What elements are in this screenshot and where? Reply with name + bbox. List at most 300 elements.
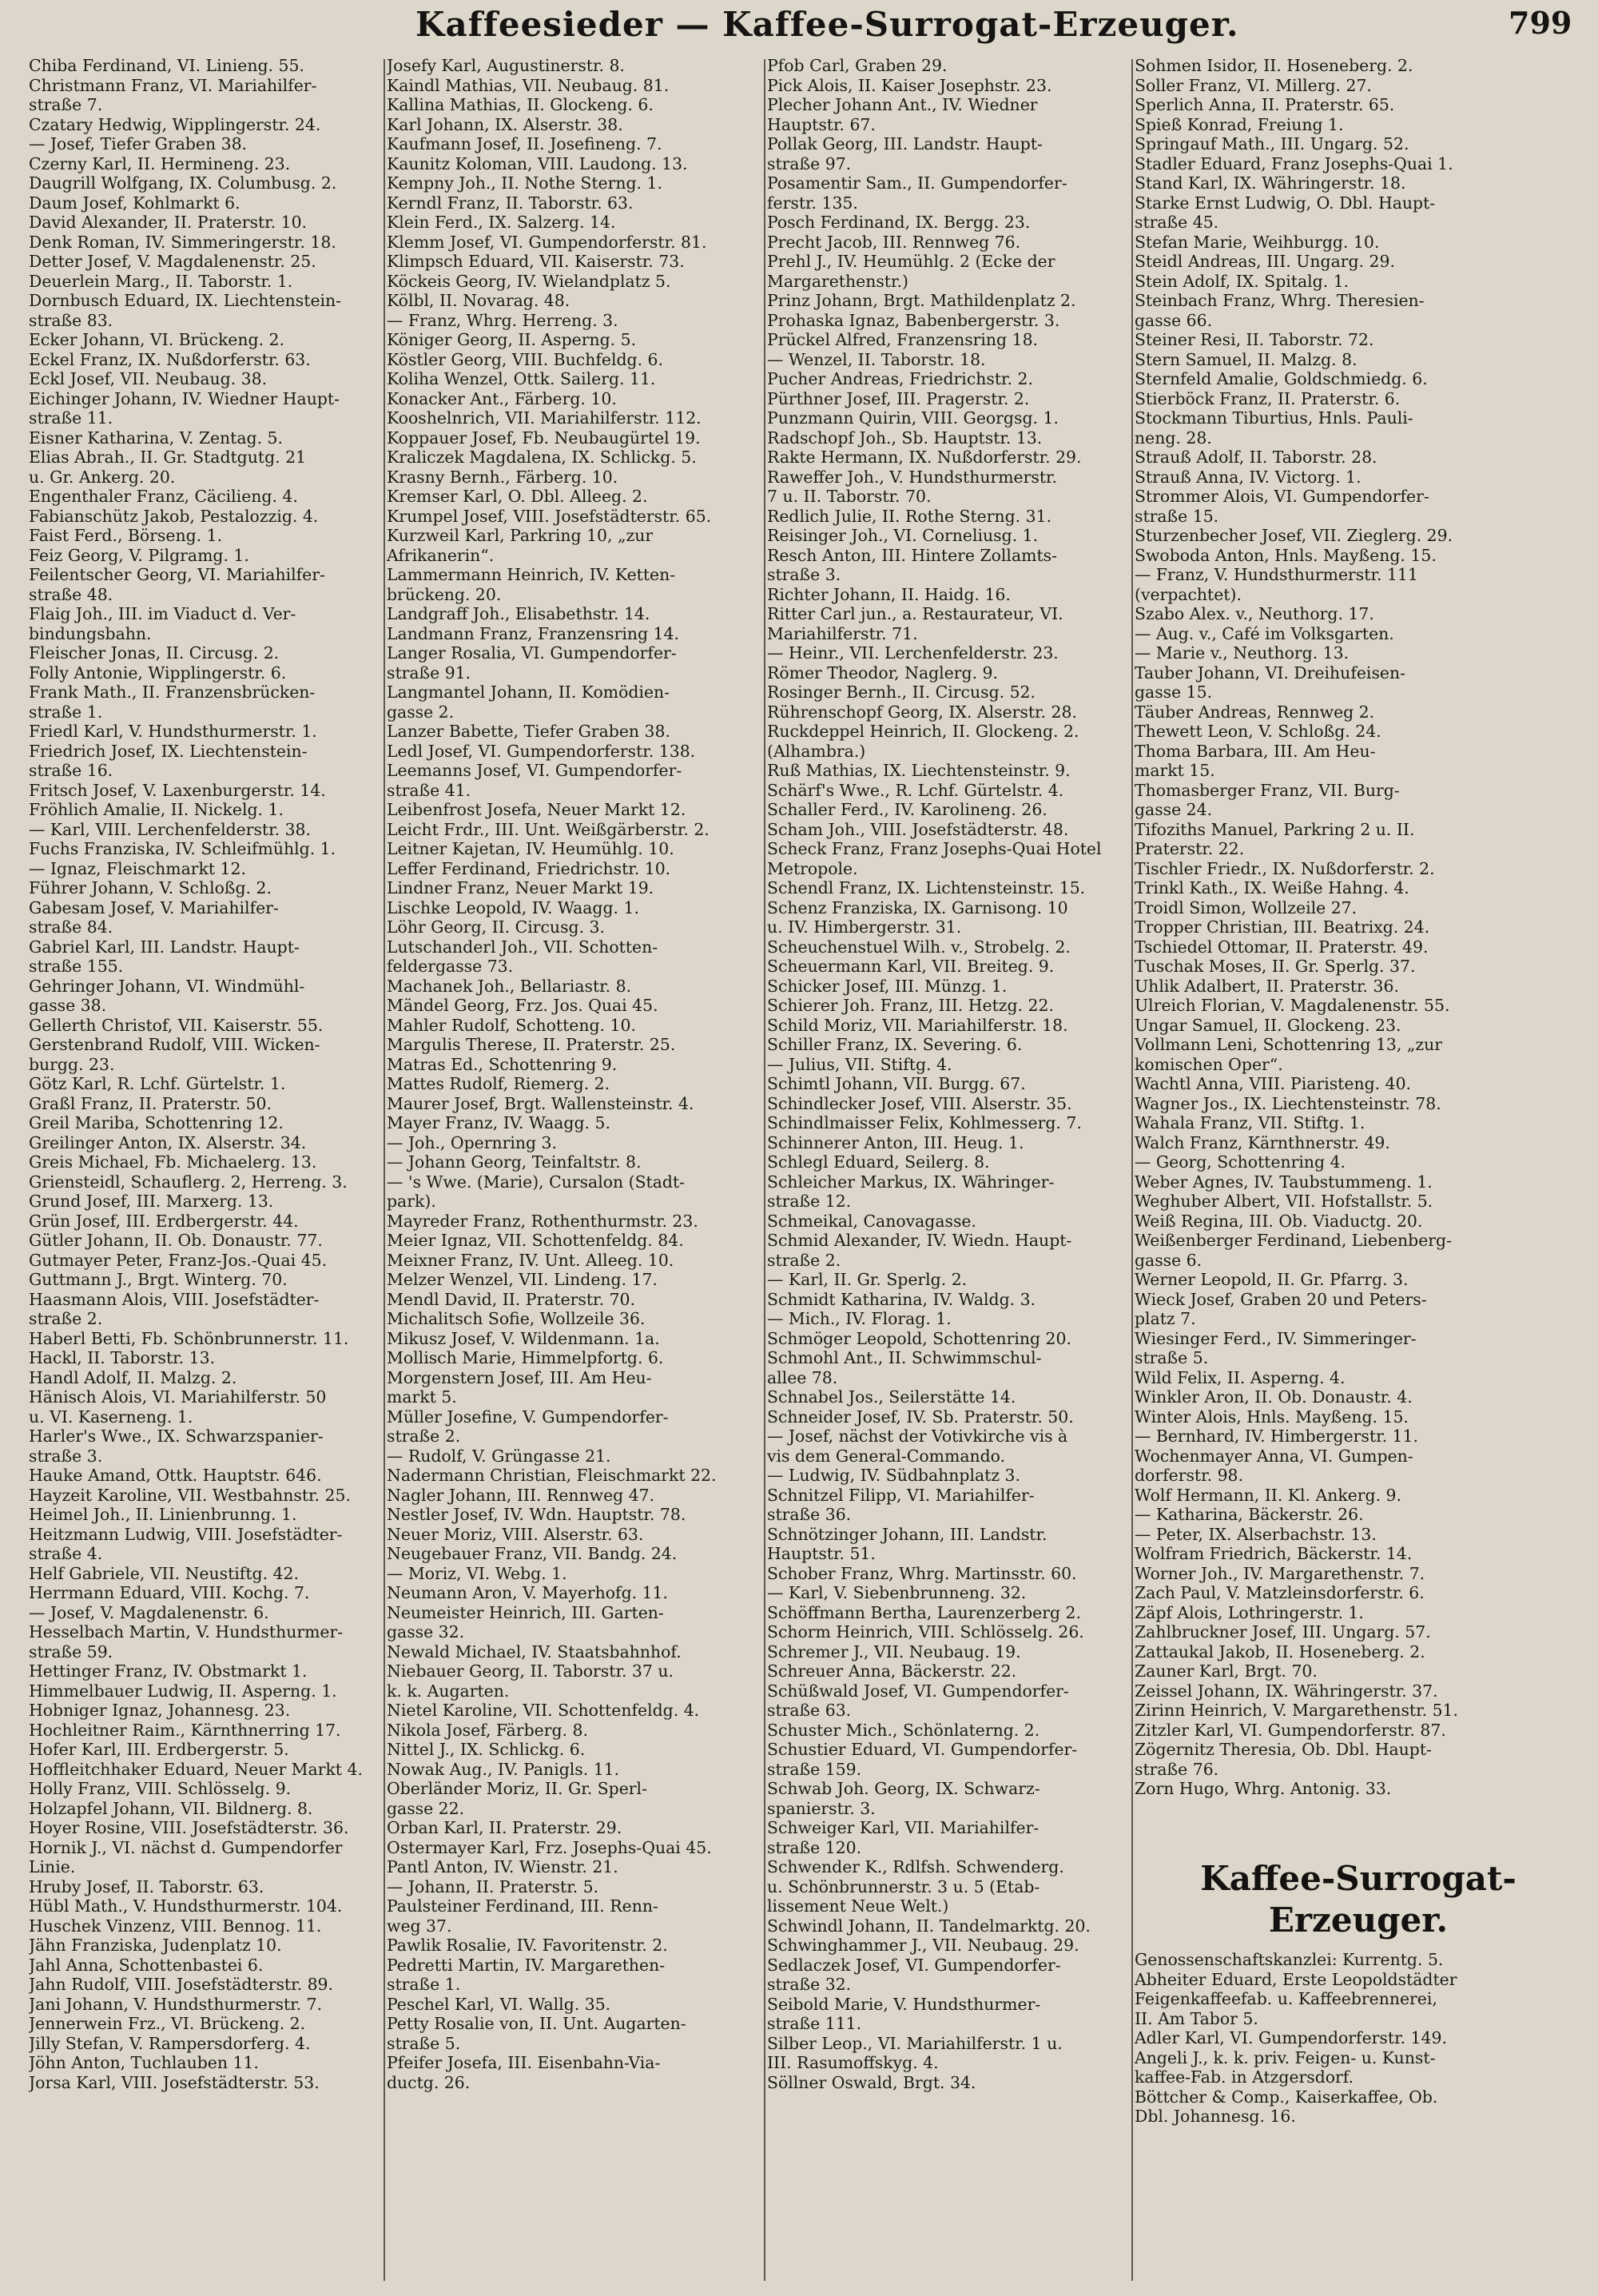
directory-entry-line: Schmeikal, Canovagasse. (767, 1211, 976, 1231)
directory-entry-line: II. Am Tabor 5. (1135, 2008, 1258, 2028)
directory-entry-line: Lindner Franz, Neuer Markt 19. (387, 878, 654, 897)
directory-entry-line: Stierböck Franz, II. Praterstr. 6. (1135, 388, 1401, 408)
directory-entry-line: Sohmen Isidor, II. Hoseneberg. 2. (1135, 56, 1413, 75)
directory-entry-line: Eichinger Johann, IV. Wiedner Haupt- (29, 388, 340, 408)
directory-entry-line: Stern Samuel, II. Malzg. 8. (1135, 349, 1358, 369)
directory-entry-line: Tropper Christian, III. Beatrixg. 24. (1135, 917, 1430, 937)
directory-entry-line: Scham Joh., VIII. Josefstädterstr. 48. (767, 819, 1069, 839)
directory-entry-line: Margarethenstr.) (767, 271, 908, 291)
directory-entry-line: — Rudolf, V. Grüngasse 21. (387, 1446, 611, 1466)
directory-entry-line: Nowak Aug., IV. Panigls. 11. (387, 1759, 620, 1779)
directory-entry-line: Punzmann Quirin, VIII. Georgsg. 1. (767, 408, 1059, 428)
directory-entry-line: Koppauer Josef, Fb. Neubaugürtel 19. (387, 428, 701, 448)
directory-entry-line: Neumeister Heinrich, III. Garten- (387, 1602, 664, 1622)
section-2-entries (1135, 1950, 1582, 2127)
directory-entry-line: Tuschak Moses, II. Gr. Sperlg. 37. (1135, 957, 1416, 976)
directory-entry-line: Rakte Hermann, IX. Nußdorferstr. 29. (767, 448, 1082, 467)
directory-entry-line: Landmann Franz, Franzensring 14. (387, 623, 679, 643)
directory-entry-line: Soller Franz, VI. Millerg. 27. (1135, 75, 1372, 95)
directory-entry-line: Sturzenbecher Josef, VII. Zieglerg. 29. (1135, 526, 1453, 545)
directory-entry-line: Gellerth Christof, VII. Kaiserstr. 55. (29, 1015, 324, 1035)
directory-entry-line: Schindlecker Josef, VIII. Alserstr. 35. (767, 1093, 1072, 1113)
directory-entry-line: — Wenzel, II. Taborstr. 18. (767, 349, 986, 369)
directory-entry-line: Gehringer Johann, VI. Windmühl- (29, 976, 305, 996)
directory-entry-line: Mikusz Josef, V. Wildenmann. 1a. (387, 1328, 660, 1348)
directory-entry-line: Römer Theodor, Naglerg. 9. (767, 663, 998, 682)
section-heading (1135, 1858, 1582, 1941)
directory-entry-line: Zirinn Heinrich, V. Margarethenstr. 51. (1135, 1701, 1459, 1720)
directory-entry-line: Schwindl Johann, II. Tandelmarktg. 20. (767, 1916, 1091, 1936)
directory-entry-line: straße 7. (29, 95, 103, 114)
directory-entry-line: Kerndl Franz, II. Taborstr. 63. (387, 193, 634, 213)
directory-entry-line: Prinz Johann, Brgt. Mathildenplatz 2. (767, 291, 1076, 310)
directory-entry-line: straße 3. (767, 565, 841, 584)
directory-entry-line: III. Rasumoffskyg. 4. (767, 2053, 939, 2072)
directory-entry-line: Jahn Rudolf, VIII. Josefstädterstr. 89. (29, 1975, 334, 1994)
directory-entry-line: Führer Johann, V. Schloßg. 2. (29, 878, 272, 897)
directory-entry-line: Wahala Franz, VII. Stiftg. 1. (1135, 1113, 1365, 1132)
directory-entry-line: Schnötzinger Johann, III. Landstr. (767, 1524, 1047, 1544)
directory-entry-line: straße 111. (767, 2014, 862, 2033)
directory-entry-line: Wagner Jos., IX. Liechtensteinstr. 78. (1135, 1093, 1441, 1113)
directory-entry-line: Petty Rosalie von, II. Unt. Augarten- (387, 2014, 686, 2033)
directory-entry-line: Schmid Alexander, IV. Wiedn. Haupt- (767, 1231, 1072, 1250)
directory-entry-line: brückeng. 20. (387, 584, 502, 604)
directory-entry-line: Wachtl Anna, VIII. Piaristeng. 40. (1135, 1074, 1412, 1093)
directory-entry-line: straße 91. (387, 663, 471, 682)
directory-entry-line: Gabesam Josef, V. Mariahilfer- (29, 897, 279, 917)
directory-entry-line: Stefan Marie, Weihburgg. 10. (1135, 232, 1380, 252)
directory-entry-line: straße 11. (29, 408, 113, 428)
directory-entry-line: — Katharina, Bäckerstr. 26. (1135, 1505, 1364, 1524)
directory-entry-line: Mändel Georg, Frz. Jos. Quai 45. (387, 996, 658, 1015)
directory-entry-line: burgg. 23. (29, 1054, 115, 1074)
directory-entry-line: Leemanns Josef, VI. Gumpendorfer- (387, 761, 682, 780)
directory-entry-line: Linie. (29, 1857, 76, 1876)
directory-entry-line: Zeissel Johann, IX. Währingerstr. 37. (1135, 1681, 1438, 1701)
directory-entry-line: Margulis Therese, II. Praterstr. 25. (387, 1035, 676, 1054)
directory-entry-line: Mariahilferstr. 71. (767, 623, 918, 643)
directory-entry-line: Kempny Joh., II. Nothe Sterng. 1. (387, 173, 662, 193)
directory-entry-line: Nikola Josef, Färberg. 8. (387, 1720, 588, 1740)
directory-entry-line: gasse 6. (1135, 1250, 1202, 1270)
directory-entry-line: Fleischer Jonas, II. Circusg. 2. (29, 643, 280, 663)
directory-entry-line: Kaindl Mathias, VII. Neubaug. 81. (387, 75, 670, 95)
directory-entry-line: Elias Abrah., II. Gr. Stadtgutg. 21 (29, 448, 307, 467)
directory-entry-line: Strommer Alois, VI. Gumpendorfer- (1135, 487, 1429, 506)
directory-entry-line: Täuber Andreas, Rennweg 2. (1135, 702, 1375, 722)
directory-entry-line: Strauß Adolf, II. Taborstr. 28. (1135, 448, 1377, 467)
directory-entry-line: Schwab Joh. Georg, IX. Schwarz- (767, 1779, 1040, 1798)
directory-entry-line: Pick Alois, II. Kaiser Josephstr. 23. (767, 75, 1052, 95)
directory-entry-line: — Josef, V. Magdalenenstr. 6. (29, 1602, 269, 1622)
directory-entry-line: straße 159. (767, 1759, 862, 1779)
directory-entry-line: straße 83. (29, 310, 113, 330)
directory-entry-line: Denk Roman, IV. Simmeringerstr. 18. (29, 232, 336, 252)
directory-entry-line: Schild Moriz, VII. Mariahilferstr. 18. (767, 1015, 1068, 1035)
directory-entry-line: Matras Ed., Schottenring 9. (387, 1054, 618, 1074)
directory-entry-line: — 's Wwe. (Marie), Cursalon (Stadt- (387, 1172, 686, 1192)
directory-entry-line: Ledl Josef, VI. Gumpendorferstr. 138. (387, 741, 696, 761)
directory-entry-line: Eckl Josef, VII. Neubaug. 38. (29, 369, 268, 388)
directory-entry-line: — Joh., Opernring 3. (387, 1132, 558, 1152)
directory-entry-line: Melzer Wenzel, VII. Lindeng. 17. (387, 1270, 658, 1289)
directory-entry-line: Lanzer Babette, Tiefer Graben 38. (387, 722, 670, 741)
directory-entry-line: Richter Johann, II. Haidg. 16. (767, 584, 1011, 604)
directory-entry-line: Ritter Carl jun., a. Restaurateur, VI. (767, 604, 1063, 623)
directory-entry-line: straße 48. (29, 584, 113, 604)
directory-entry-line: gasse 32. (387, 1622, 465, 1641)
directory-entry-line: Söllner Oswald, Brgt. 34. (767, 2072, 976, 2092)
directory-entry-line: straße 97. (767, 153, 852, 173)
directory-entry-line: Hänisch Alois, VI. Mariahilferstr. 50 (29, 1387, 327, 1407)
directory-entry-line: Deuerlein Marg., II. Taborstr. 1. (29, 271, 293, 291)
directory-entry-line: Klemm Josef, VI. Gumpendorferstr. 81. (387, 232, 707, 252)
directory-entry-line: Uhlik Adalbert, II. Praterstr. 36. (1135, 976, 1399, 996)
directory-entry-line: weg 37. (387, 1916, 452, 1936)
directory-entry-line: straße 32. (767, 1975, 852, 1994)
directory-entry-line: Winkler Aron, II. Ob. Donaustr. 4. (1135, 1387, 1413, 1407)
directory-entry-line: Angeli J., k. k. priv. Feigen- u. Kunst- (1135, 2047, 1436, 2067)
directory-entry-line: Zorn Hugo, Whrg. Antonig. 33. (1135, 1779, 1392, 1798)
directory-entry-line: Weißenberger Ferdinand, Liebenberg- (1135, 1231, 1452, 1250)
directory-entry-line: u. IV. Himbergerstr. 31. (767, 917, 962, 937)
directory-entry-line: Peschel Karl, VI. Wallg. 35. (387, 1994, 611, 2014)
column-rule-3 (1131, 59, 1133, 2281)
directory-entry-line: Sperlich Anna, II. Praterstr. 65. (1135, 95, 1395, 114)
directory-entry-line: Mayer Franz, IV. Waagg. 5. (387, 1113, 610, 1132)
directory-entry-line: Koliha Wenzel, Ottk. Sailerg. 11. (387, 369, 656, 388)
directory-entry-line: Seibold Marie, V. Hundsthurmer- (767, 1994, 1041, 2014)
directory-entry-line: Rührenschopf Georg, IX. Alserstr. 28. (767, 702, 1077, 722)
directory-entry-line: Adler Karl, VI. Gumpendorferstr. 149. (1135, 2028, 1447, 2047)
directory-entry-line: Silber Leop., VI. Mariahilferstr. 1 u. (767, 2033, 1063, 2053)
directory-entry-line: Steinbach Franz, Whrg. Theresien- (1135, 291, 1425, 310)
directory-entry-line: Grün Josef, III. Erdbergerstr. 44. (29, 1211, 299, 1231)
directory-entry-line: Lutschanderl Joh., VII. Schotten- (387, 937, 658, 957)
directory-entry-line: Mendl David, II. Praterstr. 70. (387, 1289, 635, 1309)
directory-entry-line: Karl Johann, IX. Alserstr. 38. (387, 114, 623, 134)
directory-entry-line: Heimel Joh., II. Linienbrunng. 1. (29, 1505, 297, 1524)
directory-entry-line: markt 15. (1135, 761, 1215, 780)
directory-entry-line: Gütler Johann, II. Ob. Donaustr. 77. (29, 1231, 323, 1250)
directory-entry-line: gasse 15. (1135, 682, 1213, 702)
directory-entry-line: Hübl Math., V. Hundsthurmerstr. 104. (29, 1896, 343, 1916)
directory-entry-line: Schierer Joh. Franz, III. Hetzg. 22. (767, 996, 1054, 1015)
directory-entry-line: Hesselbach Martin, V. Hundsthurmer- (29, 1622, 344, 1641)
directory-entry-line: Vollmann Leni, Schottenring 13, „zur (1135, 1035, 1443, 1054)
directory-entry-line: Stockmann Tiburtius, Hnls. Pauli- (1135, 408, 1413, 428)
directory-entry-line: Ruß Mathias, IX. Liechtensteinstr. 9. (767, 761, 1071, 780)
directory-entry-line: Götz Karl, R. Lchf. Gürtelstr. 1. (29, 1074, 286, 1093)
directory-entry-line: Afrikanerin“. (387, 545, 495, 565)
directory-entry-line: Guttmann J., Brgt. Winterg. 70. (29, 1270, 288, 1289)
directory-entry-line: — Franz, V. Hundsthurmerstr. 111 (1135, 565, 1418, 584)
directory-entry-line: Mayreder Franz, Rothenthurmstr. 23. (387, 1211, 698, 1231)
directory-entry-line: Fuchs Franziska, IV. Schleifmühlg. 1. (29, 839, 336, 858)
directory-entry-line: Neugebauer Franz, VII. Bandg. 24. (387, 1544, 678, 1563)
directory-entry-line: Köckeis Georg, IV. Wielandplatz 5. (387, 271, 671, 291)
directory-entry-line: gasse 38. (29, 996, 107, 1015)
directory-entry-line: Reisinger Joh., VI. Corneliusg. 1. (767, 526, 1039, 545)
directory-entry-line: Köstler Georg, VIII. Buchfeldg. 6. (387, 349, 664, 369)
directory-entry-line: straße 12. (767, 1192, 852, 1211)
directory-entry-line: — Franz, Whrg. Herreng. 3. (387, 310, 618, 330)
directory-entry-line: Metropole. (767, 858, 858, 878)
directory-entry-line: Redlich Julie, II. Rothe Sterng. 31. (767, 506, 1052, 526)
directory-entry-line: ductg. 26. (387, 2072, 471, 2092)
directory-entry-line: Schmohl Ant., II. Schwimmschul- (767, 1348, 1042, 1367)
directory-entry-line: Stand Karl, IX. Währingerstr. 18. (1135, 173, 1406, 193)
directory-entry-line: Maurer Josef, Brgt. Wallensteinstr. 4. (387, 1093, 694, 1113)
page-number: 799 (1509, 5, 1572, 41)
directory-entry-line: — Heinr., VII. Lerchenfelderstr. 23. (767, 643, 1059, 663)
directory-entry-line: gasse 66. (1135, 310, 1213, 330)
directory-entry-line: Schnabel Jos., Seilerstätte 14. (767, 1387, 1016, 1407)
directory-entry-line: Swoboda Anton, Hnls. Mayßeng. 15. (1135, 545, 1437, 565)
directory-entry-line: Posch Ferdinand, IX. Bergg. 23. (767, 213, 1031, 232)
directory-entry-line: Schmöger Leopold, Schottenring 20. (767, 1328, 1071, 1348)
directory-entry-line: Machanek Joh., Bellariastr. 8. (387, 976, 632, 996)
directory-entry-line: straße 59. (29, 1641, 113, 1661)
directory-entry-line: Jahl Anna, Schottenbastei 6. (29, 1955, 264, 1975)
directory-entry-line: straße 16. (29, 761, 113, 780)
directory-entry-line: Langmantel Johann, II. Komödien- (387, 682, 670, 702)
directory-entry-line: Ungar Samuel, II. Glockeng. 23. (1135, 1015, 1401, 1035)
directory-entry-line: Genossenschaftskanzlei: Kurrentg. 5. (1135, 1950, 1444, 1969)
directory-entry-line: — Marie v., Neuthorg. 13. (1135, 643, 1350, 663)
directory-entry-line: Schwinghammer J., VII. Neubaug. 29. (767, 1936, 1079, 1955)
directory-entry-line: Hauke Amand, Ottk. Hauptstr. 646. (29, 1466, 322, 1485)
directory-entry-line: Scheck Franz, Franz Josephs-Quai Hotel (767, 839, 1102, 858)
directory-entry-line: k. k. Augarten. (387, 1681, 510, 1701)
directory-entry-line: Schinnerer Anton, III. Heug. 1. (767, 1132, 1024, 1152)
directory-entry-line: straße 76. (1135, 1759, 1219, 1779)
directory-entry-line: Leicht Frdr., III. Unt. Weißgärberstr. 2. (387, 819, 710, 839)
directory-entry-line: spanierstr. 3. (767, 1798, 876, 1818)
directory-entry-line: Schwender K., Rdlfsh. Schwenderg. (767, 1857, 1064, 1876)
directory-entry-line: Worner Joh., IV. Margarethenstr. 7. (1135, 1563, 1425, 1583)
directory-entry-line: straße 45. (1135, 213, 1219, 232)
directory-entry-line: gasse 22. (387, 1798, 465, 1818)
directory-entry-line: Schorm Heinrich, VIII. Schlösselg. 26. (767, 1622, 1084, 1641)
directory-entry-line: Orban Karl, II. Praterstr. 29. (387, 1818, 622, 1837)
directory-entry-line: Jorsa Karl, VIII. Josefstädterstr. 53. (29, 2072, 320, 2092)
directory-entry-line: Winter Alois, Hnls. Mayßeng. 15. (1135, 1407, 1409, 1427)
directory-entry-line: Wochenmayer Anna, VI. Gumpen- (1135, 1446, 1413, 1466)
directory-entry-line: Greis Michael, Fb. Michaelerg. 13. (29, 1152, 317, 1172)
directory-entry-line: Schnitzel Filipp, VI. Mariahilfer- (767, 1485, 1035, 1505)
directory-entry-line: Zach Paul, V. Matzleinsdorferstr. 6. (1135, 1583, 1425, 1602)
directory-entry-line: Daum Josef, Kohlmarkt 6. (29, 193, 240, 213)
directory-entry-line: Stadler Eduard, Franz Josephs-Quai 1. (1135, 153, 1453, 173)
directory-entry-line: Feigenkaffeefab. u. Kaffeebrennerei, (1135, 1989, 1437, 2008)
directory-entry-line: bindungsbahn. (29, 623, 152, 643)
directory-entry-line: Greilinger Anton, IX. Alserstr. 34. (29, 1132, 307, 1152)
directory-entry-line: Schober Franz, Whrg. Martinsstr. 60. (767, 1563, 1077, 1583)
directory-entry-line: Holzapfel Johann, VII. Bildnerg. 8. (29, 1798, 313, 1818)
directory-entry-line: — Mich., IV. Florag. 1. (767, 1309, 952, 1328)
directory-entry-line: Dbl. Johannesg. 16. (1135, 2107, 1296, 2126)
directory-entry-line: straße 2. (387, 1427, 461, 1446)
directory-entry-line: Fritsch Josef, V. Laxenburgerstr. 14. (29, 780, 326, 800)
directory-entry-line: Schüßwald Josef, VI. Gumpendorfer- (767, 1681, 1069, 1701)
directory-entry-line: Thoma Barbara, III. Am Heu- (1135, 741, 1376, 761)
directory-entry-line: Frank Math., II. Franzensbrücken- (29, 682, 316, 702)
running-title: Kaffeesieder — Kaffee-Surrogat-Erzeuger. (415, 5, 1239, 44)
directory-entry-line: park). (387, 1192, 436, 1211)
directory-entry-line: Kurzweil Karl, Parkring 10, „zur (387, 526, 654, 545)
directory-entry-line: Flaig Joh., III. im Viaduct d. Ver- (29, 604, 296, 623)
directory-entry-line: Prehl J., IV. Heumühlg. 2 (Ecke der (767, 252, 1055, 271)
directory-entry-line: Schuster Mich., Schönlaterng. 2. (767, 1720, 1040, 1740)
directory-entry-line: straße 41. (387, 780, 471, 800)
directory-entry-line: Czerny Karl, II. Hermineng. 23. (29, 153, 291, 173)
directory-entry-line: Nietel Karoline, VII. Schottenfeldg. 4. (387, 1701, 700, 1720)
directory-entry-line: — Josef, nächst der Votivkirche vis à (767, 1427, 1068, 1446)
directory-entry-line: Klein Ferd., IX. Salzerg. 14. (387, 213, 616, 232)
directory-entry-line: Raweffer Joh., V. Hundsthurmerstr. (767, 467, 1057, 487)
directory-entry-line: Thewett Leon, V. Schloßg. 24. (1135, 722, 1381, 741)
directory-entry-line: Zauner Karl, Brgt. 70. (1135, 1661, 1318, 1681)
directory-entry-line: — Johann, II. Praterstr. 5. (387, 1876, 599, 1896)
directory-entry-line: Huschek Vinzenz, VIII. Bennog. 11. (29, 1916, 322, 1936)
directory-entry-line: Resch Anton, III. Hintere Zollamts- (767, 545, 1057, 565)
directory-entry-line: straße 63. (767, 1701, 852, 1720)
directory-entry-line: Müller Josefine, V. Gumpendorfer- (387, 1407, 669, 1427)
directory-entry-line: straße 4. (29, 1544, 103, 1563)
directory-entry-line: Hauptstr. 51. (767, 1544, 876, 1563)
directory-entry-line: u. Gr. Ankerg. 20. (29, 467, 176, 487)
directory-entry-line: — Karl, II. Gr. Sperlg. 2. (767, 1270, 968, 1289)
directory-entry-line: Jani Johann, V. Hundsthurmerstr. 7. (29, 1994, 323, 2014)
directory-entry-line: Holly Franz, VIII. Schlösselg. 9. (29, 1779, 292, 1798)
directory-entry-line: straße 1. (387, 1975, 461, 1994)
directory-entry-line: Krumpel Josef, VIII. Josefstädterstr. 65. (387, 506, 712, 526)
directory-entry-line: Handl Adolf, II. Malzg. 2. (29, 1367, 237, 1387)
directory-entry-line: Heitzmann Ludwig, VIII. Josefstädter- (29, 1524, 343, 1544)
directory-entry-line: Landgraff Joh., Elisabethstr. 14. (387, 604, 650, 623)
directory-entry-line: Pfeifer Josefa, III. Eisenbahn-Via- (387, 2053, 661, 2072)
directory-entry-line: Paulsteiner Ferdinand, III. Renn- (387, 1896, 658, 1916)
directory-entry-line: Hobniger Ignaz, Johannesg. 23. (29, 1701, 291, 1720)
directory-entry-line: (Alhambra.) (767, 741, 866, 761)
directory-entry-line: Schendl Franz, IX. Lichtensteinstr. 15. (767, 878, 1086, 897)
directory-entry-line: Schärf's Wwe., R. Lchf. Gürtelstr. 4. (767, 780, 1064, 800)
directory-entry-line: Himmelbauer Ludwig, II. Asperng. 1. (29, 1681, 337, 1701)
directory-entry-line: Feiz Georg, V. Pilgramg. 1. (29, 545, 249, 565)
directory-entry-line: Wild Felix, II. Asperng. 4. (1135, 1367, 1346, 1387)
directory-entry-line: Rosinger Bernh., II. Circusg. 52. (767, 682, 1036, 702)
directory-entry-line: Helf Gabriele, VII. Neustiftg. 42. (29, 1563, 299, 1583)
directory-entry-line: Fabianschütz Jakob, Pestalozzig. 4. (29, 506, 319, 526)
directory-entry-line: Hornik J., VI. nächst d. Gumpendorfer (29, 1837, 343, 1857)
directory-entry-line: — Johann Georg, Teinfaltstr. 8. (387, 1152, 642, 1172)
directory-entry-line: allee 78. (767, 1367, 838, 1387)
directory-entry-line: straße 120. (767, 1837, 862, 1857)
directory-entry-line: Nadermann Christian, Fleischmarkt 22. (387, 1466, 717, 1485)
directory-entry-line: Schleicher Markus, IX. Währinger- (767, 1172, 1055, 1192)
directory-entry-line: Scheuermann Karl, VII. Breiteg. 9. (767, 957, 1055, 976)
directory-entry-line: Böttcher & Comp., Kaiserkaffee, Ob. (1135, 2087, 1438, 2107)
directory-entry-line: Zattaukal Jakob, II. Hoseneberg. 2. (1135, 1641, 1425, 1661)
directory-entry-line: Sternfeld Amalie, Goldschmiedg. 6. (1135, 369, 1428, 388)
directory-entry-line: Eisner Katharina, V. Zentag. 5. (29, 428, 284, 448)
directory-entry-line: Meier Ignaz, VII. Schottenfeldg. 84. (387, 1231, 684, 1250)
directory-entry-line: Kremser Karl, O. Dbl. Alleeg. 2. (387, 487, 648, 506)
directory-entry-line: Schneider Josef, IV. Sb. Praterstr. 50. (767, 1407, 1074, 1427)
directory-entry-line: vis dem General-Commando. (767, 1446, 1006, 1466)
directory-entry-line: Schreuer Anna, Bäckerstr. 22. (767, 1661, 1017, 1681)
directory-entry-line: Schaller Ferd., IV. Karolineng. 26. (767, 800, 1047, 819)
directory-entry-line: Kraliczek Magdalena, IX. Schlickg. 5. (387, 448, 697, 467)
directory-entry-line: Scheuchenstuel Wilh. v., Strobelg. 2. (767, 937, 1071, 957)
directory-entry-line: Schweiger Karl, VII. Mariahilfer- (767, 1818, 1039, 1837)
directory-entry-line: Troidl Simon, Wollzeile 27. (1135, 897, 1358, 917)
directory-entry-line: Tifoziths Manuel, Parkring 2 u. II. (1135, 819, 1415, 839)
directory-entry-line: Kölbl, II. Novarag. 48. (387, 291, 570, 310)
directory-entry-line: Schindlmaisser Felix, Kohlmesserg. 7. (767, 1113, 1082, 1132)
directory-entry-line: Hruby Josef, II. Taborstr. 63. (29, 1876, 264, 1896)
directory-entry-line: Hackl, II. Taborstr. 13. (29, 1348, 216, 1367)
directory-entry-line: Hauptstr. 67. (767, 114, 876, 134)
directory-entry-line: straße 15. (1135, 506, 1219, 526)
directory-entry-line: Leitner Kajetan, IV. Heumühlg. 10. (387, 839, 674, 858)
directory-entry-line: Daugrill Wolfgang, IX. Columbusg. 2. (29, 173, 337, 193)
directory-entry-line: Steiner Resi, II. Taborstr. 72. (1135, 330, 1374, 349)
directory-entry-line: Prückel Alfred, Franzensring 18. (767, 330, 1039, 349)
directory-entry-line: u. Schönbrunnerstr. 3 u. 5 (Etab- (767, 1876, 1040, 1896)
directory-entry-line: straße 3. (29, 1446, 103, 1466)
directory-entry-line: Mollisch Marie, Himmelpfortg. 6. (387, 1348, 664, 1367)
directory-entry-line: Pürthner Josef, III. Pragerstr. 2. (767, 388, 1030, 408)
directory-entry-line: straße 1. (29, 702, 103, 722)
directory-entry-line: Greil Mariba, Schottenring 12. (29, 1113, 284, 1132)
directory-entry-line: Wieck Josef, Graben 20 und Peters- (1135, 1289, 1427, 1309)
directory-entry-line: Jöhn Anton, Tuchlauben 11. (29, 2053, 259, 2072)
directory-entry-line: Springauf Math., III. Ungarg. 52. (1135, 134, 1409, 153)
directory-entry-line: Schremer J., VII. Neubaug. 19. (767, 1641, 1021, 1661)
directory-entry-line: Ostermayer Karl, Frz. Josephs-Quai 45. (387, 1837, 712, 1857)
directory-entry-line: Graßl Franz, II. Praterstr. 50. (29, 1093, 272, 1113)
directory-entry-line: kaffee-Fab. in Atzgersdorf. (1135, 2067, 1354, 2087)
directory-entry-line: komischen Oper“. (1135, 1054, 1283, 1074)
directory-entry-line: Leffer Ferdinand, Friedrichstr. 10. (387, 858, 671, 878)
directory-entry-line: gasse 2. (387, 702, 455, 722)
directory-entry-line: Eckel Franz, IX. Nußdorferstr. 63. (29, 349, 311, 369)
directory-entry-line: Thomasberger Franz, VII. Burg- (1135, 780, 1400, 800)
directory-entry-line: markt 5. (387, 1387, 457, 1407)
directory-entry-line: feldergasse 73. (387, 957, 514, 976)
directory-entry-line: Griensteidl, Schauflerg. 2, Herreng. 3. (29, 1172, 348, 1192)
directory-entry-line: Hoyer Rosine, VIII. Josefstädterstr. 36. (29, 1818, 349, 1837)
directory-entry-line: Werner Leopold, II. Gr. Pfarrg. 3. (1135, 1270, 1409, 1289)
directory-entry-line: Hochleitner Raim., Kärnthnerring 17. (29, 1720, 341, 1740)
directory-entry-line: Meixner Franz, IV. Unt. Alleeg. 10. (387, 1250, 674, 1270)
directory-entry-line: Schenz Franziska, IX. Garnisong. 10 (767, 897, 1068, 917)
directory-entry-line: — Karl, V. Siebenbrunneng. 32. (767, 1583, 1027, 1602)
directory-entry-line: Faist Ferd., Börseng. 1. (29, 526, 223, 545)
directory-entry-line: Haasmann Alois, VIII. Josefstädter- (29, 1289, 320, 1309)
directory-entry-line: Kaunitz Koloman, VIII. Laudong. 13. (387, 153, 688, 173)
directory-entry-line: Walch Franz, Kärnthnerstr. 49. (1135, 1132, 1390, 1152)
directory-entry-line: Königer Georg, II. Asperng. 5. (387, 330, 637, 349)
directory-entry-line: — Moriz, VI. Webg. 1. (387, 1563, 567, 1583)
directory-entry-line: Tischler Friedr., IX. Nußdorferstr. 2. (1135, 858, 1435, 878)
directory-entry-line: Jilly Stefan, V. Rampersdorferg. 4. (29, 2033, 311, 2053)
directory-entry-line: Gerstenbrand Rudolf, VIII. Wicken- (29, 1035, 320, 1054)
directory-entry-line: Wiesinger Ferd., IV. Simmeringer- (1135, 1328, 1417, 1348)
